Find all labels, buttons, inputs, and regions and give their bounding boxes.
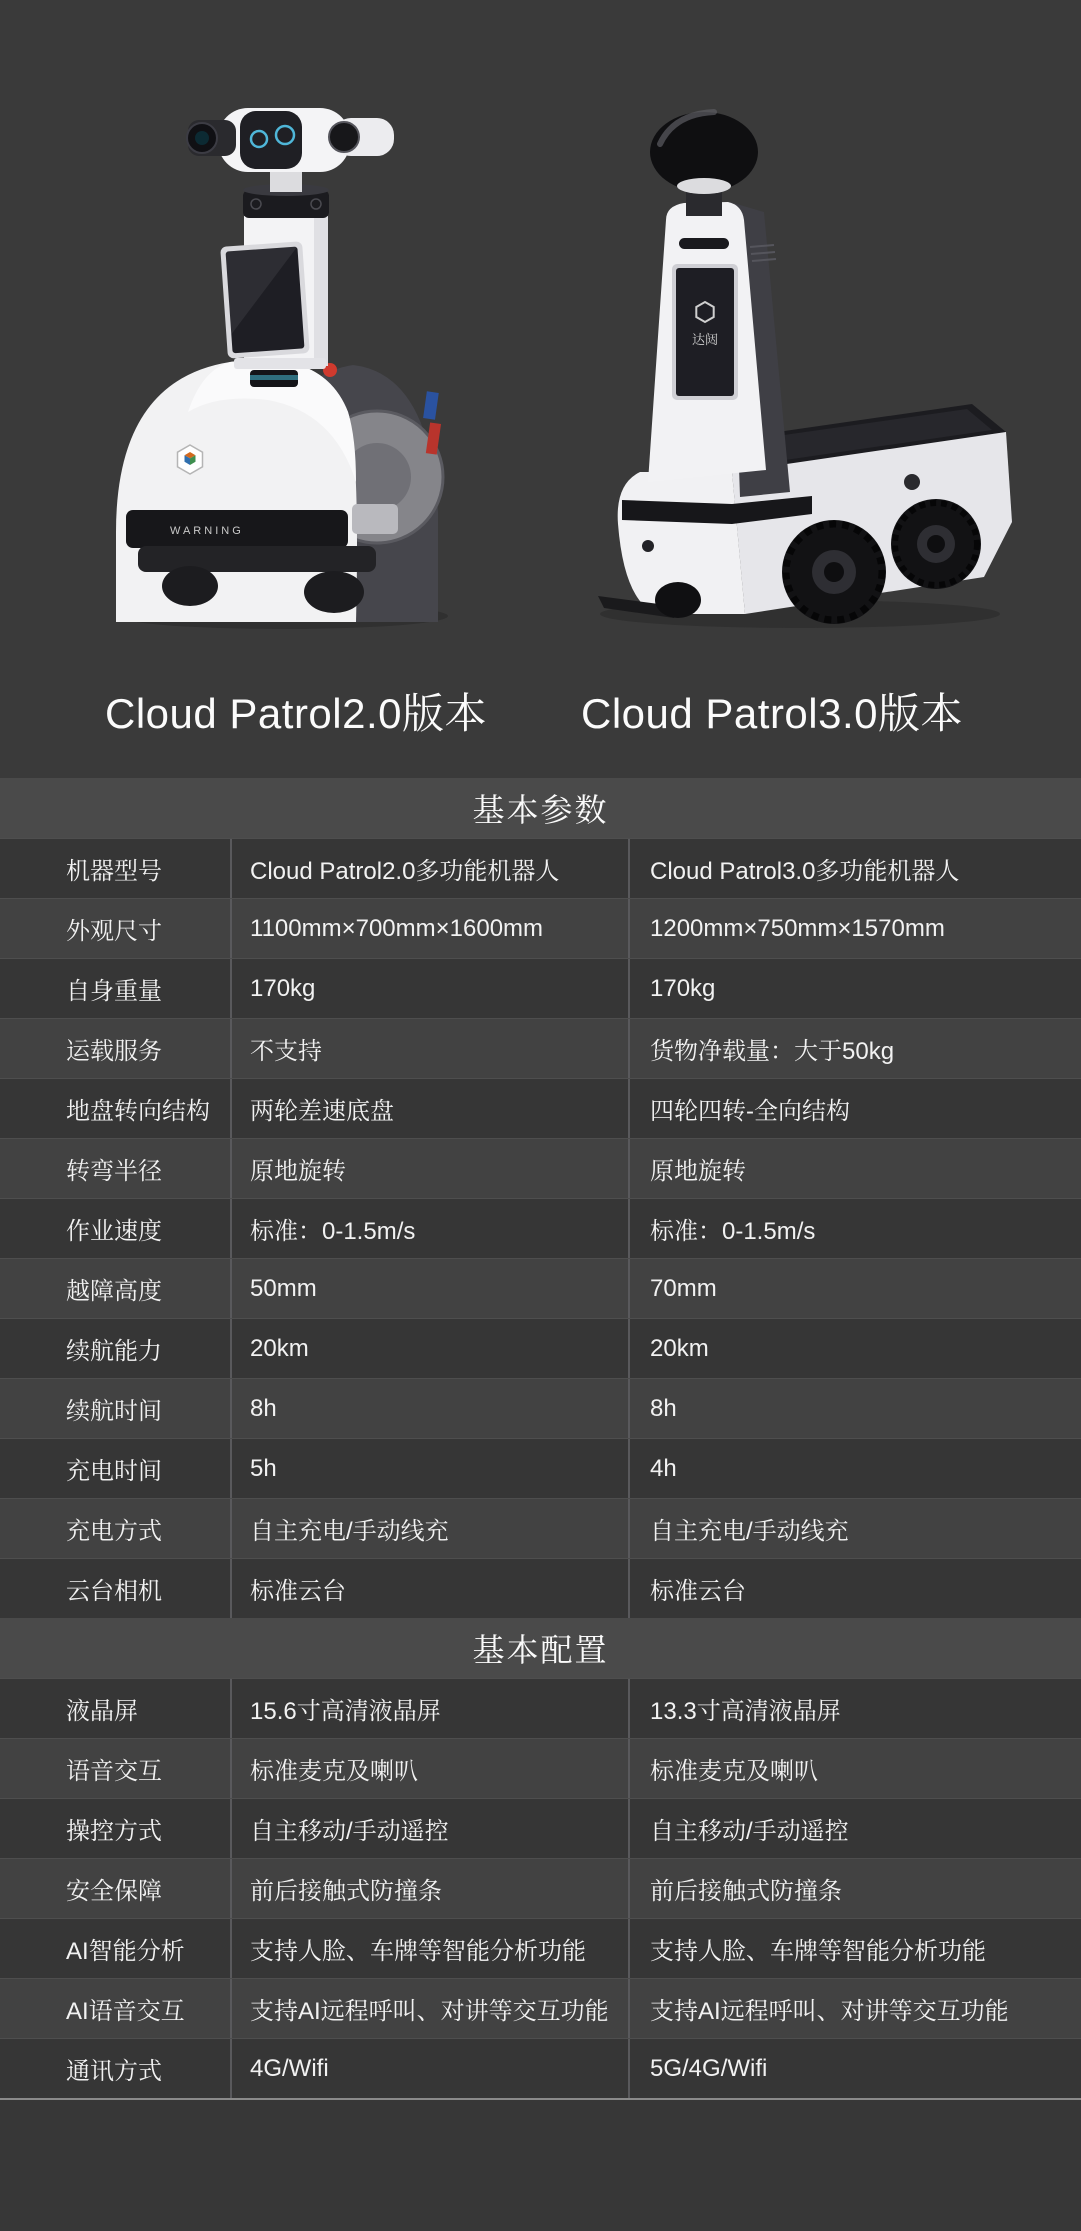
spec-value-v3-0: 8h <box>628 1379 1081 1438</box>
front-sensor <box>642 540 654 552</box>
spec-row <box>0 1858 1081 1918</box>
spec-value-v2-0: 自主移动/手动遥控 <box>230 1799 628 1858</box>
spec-value-v2-0: Cloud Patrol2.0多功能机器人 <box>230 839 628 898</box>
spec-value-v2-0: 前后接触式防撞条 <box>230 1859 628 1918</box>
spec-value-v3-0: 原地旋转 <box>628 1139 1081 1198</box>
head-sphere <box>650 112 758 194</box>
spec-row <box>0 1498 1081 1558</box>
spec-label: 充电方式 <box>66 1518 162 1545</box>
spec-label: 地盘转向结构 <box>66 1098 210 1125</box>
spec-label: 液晶屏 <box>66 1698 138 1725</box>
spec-label: AI语音交互 <box>66 1998 185 2025</box>
spec-label: 语音交互 <box>66 1758 162 1785</box>
spec-value-v3-0: 标准云台 <box>628 1559 1081 1618</box>
spec-value-v3-0: 标准麦克及喇叭 <box>628 1739 1081 1798</box>
front-wheel <box>162 566 218 606</box>
spec-row <box>0 1018 1081 1078</box>
robot-neck-column-shade <box>314 216 328 366</box>
spec-label: 自身重量 <box>66 978 162 1005</box>
spec-value-v2-0: 标准云台 <box>230 1559 628 1618</box>
spec-label: 安全保障 <box>66 1878 162 1905</box>
spec-row <box>0 1438 1081 1498</box>
spec-row <box>0 1978 1081 2038</box>
section-header: 基本参数 <box>0 778 1081 838</box>
spec-row <box>0 1078 1081 1138</box>
spec-value-v2-0: 支持AI远程呼叫、对讲等交互功能 <box>230 1979 628 2038</box>
spec-value-v3-0: Cloud Patrol3.0多功能机器人 <box>628 839 1081 898</box>
spec-value-v3-0: 四轮四转-全向结构 <box>628 1079 1081 1138</box>
spec-value-v3-0: 支持AI远程呼叫、对讲等交互功能 <box>628 1979 1081 2038</box>
spec-row <box>0 1678 1081 1738</box>
caption-patrol-3-0: Cloud Patrol3.0版本 <box>580 690 964 737</box>
spec-value-v3-0: 170kg <box>628 959 1081 1018</box>
headlight <box>352 504 398 534</box>
hero-section <box>0 0 1081 778</box>
spec-row <box>0 1558 1081 1618</box>
blue-decal <box>423 391 439 419</box>
caption-patrol-2-0: Cloud Patrol2.0版本 <box>104 690 488 737</box>
spec-row <box>0 1198 1081 1258</box>
robot-3-0-image <box>582 52 1016 648</box>
ptz-camera-icon <box>187 108 394 192</box>
screen-shelf <box>234 358 326 369</box>
spec-row <box>0 1258 1081 1318</box>
side-sensor <box>904 474 920 490</box>
display-screen <box>220 241 310 358</box>
spec-value-v2-0: 标准麦克及喇叭 <box>230 1739 628 1798</box>
spec-label: 通讯方式 <box>66 2058 162 2085</box>
brand-logo-icon <box>178 445 203 474</box>
spec-row <box>0 1378 1081 1438</box>
spec-label: 转弯半径 <box>66 1158 162 1185</box>
spec-value-v2-0: 1100mm×700mm×1600mm <box>230 899 628 958</box>
spec-label: 机器型号 <box>66 858 162 885</box>
spec-row <box>0 1918 1081 1978</box>
spec-value-v3-0: 货物净载量：大于50kg <box>628 1019 1081 1078</box>
spec-row <box>0 958 1081 1018</box>
camera-slot <box>679 238 729 249</box>
spec-value-v3-0: 自主充电/手动线充 <box>628 1499 1081 1558</box>
spec-label: 作业速度 <box>66 1218 162 1245</box>
spec-value-v3-0: 标准：0-1.5m/s <box>628 1199 1081 1258</box>
spec-value-v3-0: 4h <box>628 1439 1081 1498</box>
chassis-base <box>138 546 376 572</box>
lidar-icon <box>250 370 298 387</box>
spec-value-v2-0: 标准：0-1.5m/s <box>230 1199 628 1258</box>
spec-value-v2-0: 20km <box>230 1319 628 1378</box>
spec-label: 运载服务 <box>66 1038 162 1065</box>
section-header: 基本配置 <box>0 1618 1081 1678</box>
rear-wheel <box>891 499 981 589</box>
spec-value-v2-0: 4G/Wifi <box>230 2039 628 2098</box>
spec-value-v3-0: 1200mm×750mm×1570mm <box>628 899 1081 958</box>
spec-value-v2-0: 8h <box>230 1379 628 1438</box>
spec-value-v3-0: 5G/4G/Wifi <box>628 2039 1081 2098</box>
display-screen <box>672 264 738 400</box>
spec-value-v2-0: 50mm <box>230 1259 628 1318</box>
spec-label: 外观尺寸 <box>66 918 162 945</box>
spec-value-v3-0: 前后接触式防撞条 <box>628 1859 1081 1918</box>
spec-value-v3-0: 13.3寸高清液晶屏 <box>628 1679 1081 1738</box>
spec-value-v3-0: 20km <box>628 1319 1081 1378</box>
spec-row <box>0 1138 1081 1198</box>
spec-row <box>0 898 1081 958</box>
spec-label: 越障高度 <box>66 1278 162 1305</box>
front-wheel <box>782 520 886 624</box>
spec-value-v2-0: 自主充电/手动线充 <box>230 1499 628 1558</box>
left-wheel <box>655 582 701 618</box>
spec-label: 云台相机 <box>66 1578 162 1605</box>
spec-label: AI智能分析 <box>66 1938 185 1965</box>
spec-value-v2-0: 不支持 <box>230 1019 628 1078</box>
screen-brand-label: 达闼 <box>691 332 719 347</box>
spec-value-v3-0: 70mm <box>628 1259 1081 1318</box>
rear-wheel <box>304 571 364 613</box>
spec-value-v3-0: 自主移动/手动遥控 <box>628 1799 1081 1858</box>
warning-label: WARNING <box>170 525 244 537</box>
spec-value-v2-0: 支持人脸、车牌等智能分析功能 <box>230 1919 628 1978</box>
spec-value-v2-0: 两轮差速底盘 <box>230 1079 628 1138</box>
spec-label: 续航时间 <box>66 1398 162 1425</box>
spec-row <box>0 2038 1081 2098</box>
spec-value-v3-0: 支持人脸、车牌等智能分析功能 <box>628 1919 1081 1978</box>
robot-2-0-image <box>98 82 470 658</box>
spec-value-v2-0: 170kg <box>230 959 628 1018</box>
spec-row <box>0 1798 1081 1858</box>
spec-value-v2-0: 5h <box>230 1439 628 1498</box>
spec-row <box>0 1738 1081 1798</box>
footer-spacer <box>0 2098 1081 2231</box>
spec-label: 续航能力 <box>66 1338 162 1365</box>
spec-label: 充电时间 <box>66 1458 162 1485</box>
spec-label: 操控方式 <box>66 1818 162 1845</box>
spec-row <box>0 1318 1081 1378</box>
spec-row <box>0 838 1081 898</box>
spec-value-v2-0: 15.6寸高清液晶屏 <box>230 1679 628 1738</box>
sensor-stripe <box>622 500 732 524</box>
spec-table <box>0 778 1081 2098</box>
spec-value-v2-0: 原地旋转 <box>230 1139 628 1198</box>
